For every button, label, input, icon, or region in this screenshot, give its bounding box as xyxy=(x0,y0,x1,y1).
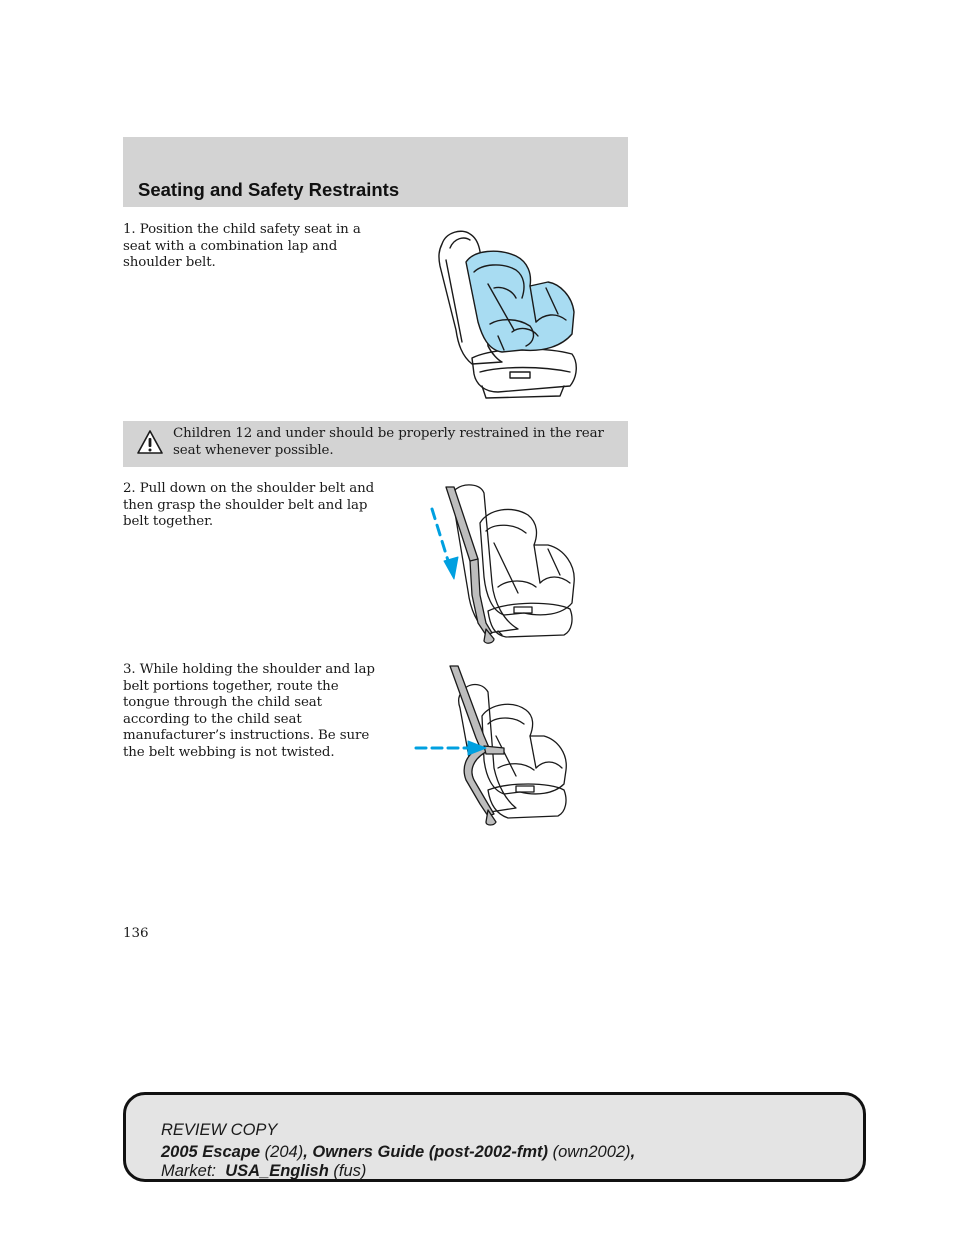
footer-market-code: (fus) xyxy=(328,1162,367,1180)
footer-line-2 xyxy=(161,1142,635,1162)
footer-sep-2: , xyxy=(630,1143,636,1161)
child-seat-illustration-3 xyxy=(412,664,582,826)
footer-line-3 xyxy=(161,1161,366,1181)
footer-model-code: (204) xyxy=(260,1143,304,1161)
footer-line-1 xyxy=(161,1120,277,1140)
step-3-text: 3. While holding the shoulder and lap belt portions together, route the tongue through the child seat according to the child seat manufacturer’s instructions. Be sure the belt webbing is not twisted. xyxy=(123,662,375,760)
review-copy-label: REVIEW COPY xyxy=(161,1121,278,1139)
review-copy-footer xyxy=(123,1092,866,1182)
section-header xyxy=(123,137,628,207)
footer-sep-1: , xyxy=(303,1143,313,1161)
section-title: Seating and Safety Restraints xyxy=(138,179,400,200)
warning-text: Children 12 and under should be properly restrained in the rear seat whenever possible. xyxy=(173,426,604,458)
step-1-text: 1. Position the child safety seat in a seat with a combination lap and shoulder belt. xyxy=(123,222,361,270)
footer-model: 2005 Escape xyxy=(161,1143,261,1161)
warning-box xyxy=(123,421,628,467)
footer-guide-code: (own2002) xyxy=(548,1143,631,1161)
footer-market: USA_English xyxy=(225,1162,329,1180)
page-number: 136 xyxy=(123,926,149,941)
child-seat-illustration-2 xyxy=(428,483,582,645)
step-2-text: 2. Pull down on the shoulder belt and then grasp the shoulder belt and lap belt together. xyxy=(123,481,375,529)
child-seat-illustration-1 xyxy=(432,226,582,404)
footer-guide: Owners Guide (post-2002-fmt) xyxy=(312,1143,548,1161)
footer-market-label: Market: xyxy=(161,1162,226,1180)
warning-triangle-icon xyxy=(137,429,163,455)
